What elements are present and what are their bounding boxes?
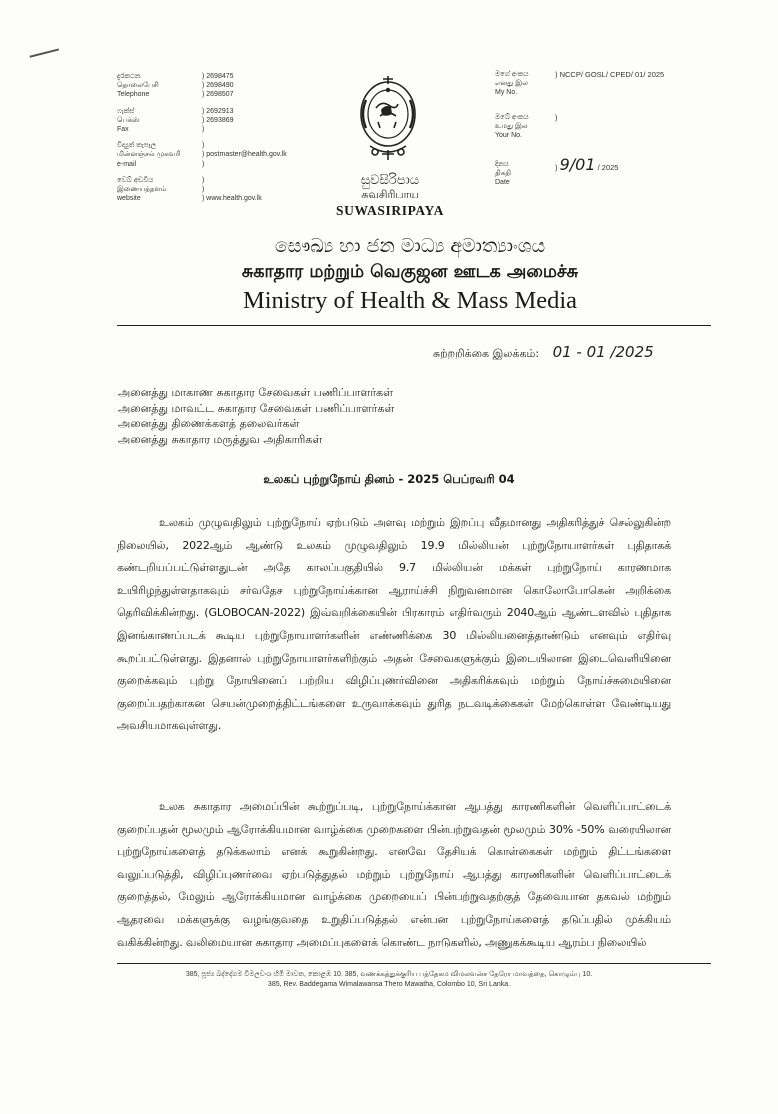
my-no-label-si: මගේ අංකය bbox=[495, 71, 529, 78]
fax-label-si: ෆැක්ස් bbox=[117, 107, 135, 115]
date-label-ta: திகதி bbox=[495, 170, 511, 177]
sri-lanka-emblem-icon bbox=[352, 70, 424, 166]
suwasiripaya-english: SUWASIRIPAYA bbox=[336, 203, 444, 218]
ministry-sinhala: සෞඛ්‍ය හා ජන මාධ්‍ය අමාත්‍යාංශය bbox=[274, 235, 546, 257]
handwritten-date: 9/01 bbox=[559, 155, 596, 174]
web-value: ) www.health.gov.lk bbox=[202, 195, 262, 203]
phone-group bbox=[117, 72, 352, 100]
email-value: ) bbox=[202, 160, 205, 168]
date-row bbox=[495, 155, 664, 187]
email-value: ) postmaster@health.gov.lk bbox=[202, 151, 287, 159]
email-value: ) bbox=[202, 142, 205, 150]
date-value bbox=[555, 155, 619, 187]
recipient-line: அனைத்து சுகாதார மருத்துவ அதிகாரிகள் bbox=[118, 432, 323, 446]
suwasiripaya-tamil: சுவசிரிபாய bbox=[361, 188, 419, 201]
header-divider bbox=[117, 325, 711, 326]
my-no-label-en: My No. bbox=[495, 89, 518, 96]
your-no-label-si: ඔබේ අංකය bbox=[495, 114, 529, 121]
pen-mark bbox=[29, 48, 60, 63]
web-value: ) bbox=[202, 186, 205, 194]
phone-label-ta: தொலைபேசி bbox=[117, 82, 159, 90]
web-label-ta: இணையத்தளம் bbox=[117, 186, 167, 194]
email-group bbox=[117, 141, 352, 169]
web-label-en: website bbox=[117, 195, 141, 203]
date-year: / 2025 bbox=[597, 163, 619, 172]
ministry-english: Ministry of Health & Mass Media bbox=[242, 287, 578, 314]
circular-number bbox=[433, 343, 654, 362]
subject-heading: உலகப் புற்றுநோய் தினம் - 2025 பெப்ரவரி 04 bbox=[263, 472, 515, 486]
fax-value: ) 2692913 bbox=[202, 107, 234, 115]
my-no-value: ) NCCP/ GOSL/ CPED/ 01/ 2025 bbox=[555, 70, 665, 79]
phone-label-si: දුරකථන bbox=[117, 73, 141, 80]
circular-handwritten-number: 01 - 01 /2025 bbox=[552, 343, 654, 361]
fax-group bbox=[117, 107, 352, 135]
suwasiripaya-sinhala: සුවසිරිපාය bbox=[360, 173, 420, 188]
fax-value: ) bbox=[202, 126, 205, 134]
my-no-label-ta: எனது இல bbox=[495, 80, 528, 87]
ministry-title bbox=[180, 233, 640, 316]
fax-label-en: Fax bbox=[117, 126, 129, 134]
date-label-en: Date bbox=[495, 179, 510, 186]
date-label-si: දිනය bbox=[495, 161, 509, 168]
recipients-list bbox=[118, 385, 394, 447]
phone-value: ) 2698507 bbox=[202, 91, 234, 99]
your-no-value: ) bbox=[555, 113, 558, 122]
web-value: ) bbox=[202, 176, 205, 184]
circular-label: சுற்றறிக்கை இலக்கம்: bbox=[433, 347, 540, 360]
footer-divider bbox=[117, 963, 711, 964]
my-number-row bbox=[495, 70, 664, 97]
reference-block bbox=[495, 70, 664, 203]
your-no-label-ta: உமது இல bbox=[495, 123, 528, 130]
phone-label-en: Telephone bbox=[117, 91, 150, 99]
your-number-row bbox=[495, 113, 664, 140]
email-label-si: විද්‍යුත් තැපෑල bbox=[117, 142, 156, 150]
recipient-line: அனைத்து திணைக்களத் தலைவர்கள் bbox=[118, 417, 300, 430]
email-label-en: e-mail bbox=[117, 160, 137, 168]
footer-address-line-1: 385, පූජ්‍ය බද්දේගම විමලවංශ හිමි මාවත, කොළඹ 10. 385, வணக்கத்துக்குரிய பத்தேகம விமலவன்ச தேரோ மாவத்தை, கொழும்பு 10. bbox=[185, 971, 593, 978]
recipient-line: அனைத்து மாகாண சுகாதார சேவைகள் பணிப்பாளர்கள் bbox=[118, 386, 394, 399]
fax-label-ta: பெக்ஸ் bbox=[117, 116, 140, 124]
footer-address-line-2: 385, Rev. Baddegama Wimalawansa Thero Mawatha, Colombo 10, Sri Lanka. bbox=[267, 981, 511, 988]
web-label-si: වෙබ් අඩවිය bbox=[117, 176, 154, 184]
body-paragraph-1: உலகம் முழுவதிலும் புற்றுநோய் ஏற்படும் அளவு மற்றும் இறப்பு வீதமானது அதிகரித்துச் செல்லுகின்ற நிலையில், 2022ஆம் ஆண்டு உலகம் முழுவதிலும் 19.9 மில்லியன் புற்றுநோயாளர்கள் புதிதாகக் கண்டறியப்பட்டுள்ளதுடன் அதே காலப்பகுதியில் 9.7 மில்லியன் மக்கள் புற்றுநோய் காரணமாக உயிரிழந்துள்ளதாகவும் சர்வதேச புற்றுநோய்க்கான ஆராய்ச்சி நிறுவனமான கொலோபோகென் அறிக்கை தெரிவிக்கின்றது. (GLOBOCAN-2022) இவ்வறிக்கையின் பிரகாரம் எதிர்வரும் 2040ஆம் ஆண்டளவில் புதிதாக இனங்காணப்படக் கூடிய புற்றுநோயாளர்களின் எண்ணிக்கை 30 மில்லியனைத்தாண்டும் எனவும் எதிர்வு கூறப்பட்டுள்ளது. இதனால் புற்றுநோயாளர்களிற்கும் அதன் சேவைகளுக்கும் இடையிலான இடைவெளியினை குறைக்கவும் புற்று நோயினைப் பற்றிய விழிப்புணர்வினை அதிகரிக்கவும் மற்றும் நோய்ச்சுமையினை குறைப்பதற்காகன செயன்முறைத்திட்டங்களை உருவாக்கவும் துரித நடவடிக்கைகள் மேற்கொள்ள வேண்டியது அவசியமாகவுள்ளது. bbox=[117, 516, 671, 733]
body-paragraph-2: உலக சுகாதார அமைப்பின் கூற்றுப்படி, புற்றுநோய்க்கான ஆபத்து காரணிகளின் வெளிப்பாட்டைக் குறைப்பதன் மூலமும் ஆரோக்கியமான வாழ்க்கை முறைகளை பின்பற்றுவதன் மூலமும் 30% -50% வரையிலான புற்றுநோய்களைத் தடுக்கலாம் எனக் கூறுகின்றது. எனவே தேசியக் கொள்கைகள் மற்றும் திட்டங்களை வலுப்படுத்தி, விழிப்புணர்வை ஏற்படுத்துதல் மற்றும் புற்றுநோய் ஆபத்து காரணிகளின் வெளிப்பாட்டைக் குறைத்தல், மேலும் ஆரோக்கியமான வாழ்க்கை முறையைப் பின்பற்றுவதற்குத் தேவையான தகவல் மற்றும் ஆதரவை மக்களுக்கு வழங்குவதை உறுதிப்படுத்தல் என்பன புற்றுநோய்களைத் தடுப்பதில் முக்கியம் வகிக்கின்றது. வலிமையான சுகாதார அமைப்புகளைக் கொண்ட நாடுகளில், அணுகக்கூடிய ஆரம்ப நிலையில் bbox=[117, 800, 671, 949]
your-no-label-en: Your No. bbox=[495, 132, 522, 139]
date-prefix: ) bbox=[555, 163, 558, 172]
phone-value: ) 2698490 bbox=[202, 82, 234, 90]
ministry-tamil: சுகாதார மற்றும் வெகுஜன ஊடக அமைச்சு bbox=[241, 262, 579, 282]
fax-value: ) 2693869 bbox=[202, 116, 234, 124]
suwasiripaya-block bbox=[316, 173, 464, 219]
email-label-ta: மின்னஞ்சல் முகவரி bbox=[117, 151, 181, 159]
phone-value: ) 2698475 bbox=[202, 73, 234, 80]
recipient-line: அனைத்து மாவட்ட சுகாதார சேவைகள் பணிப்பாளர்கள் bbox=[118, 401, 395, 415]
footer-address bbox=[0, 970, 778, 990]
